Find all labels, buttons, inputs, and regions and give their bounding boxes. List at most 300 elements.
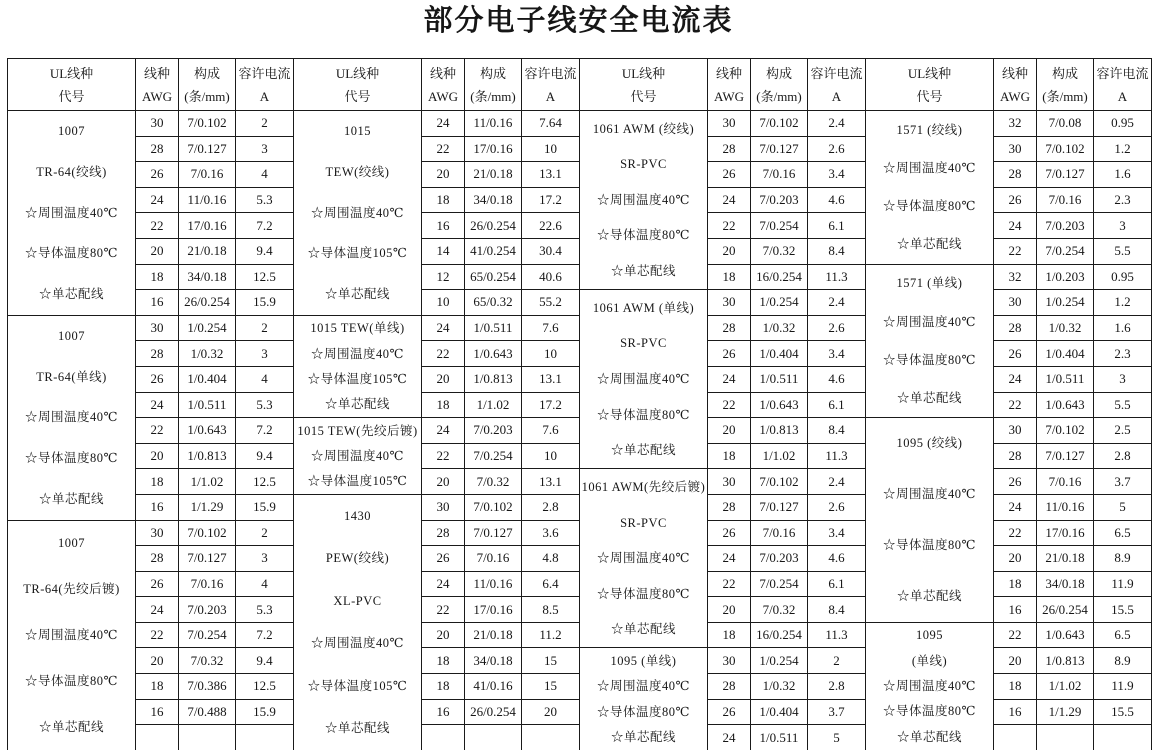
wire-type-label-line: SR-PVC: [620, 336, 667, 351]
header-awg: [422, 59, 465, 111]
wire-type-label: [580, 469, 708, 648]
construction-cell: 7/0.203: [179, 597, 236, 623]
current-cell: 7.6: [522, 418, 580, 444]
current-cell: 3: [1094, 366, 1152, 392]
awg-cell: 22: [994, 238, 1037, 264]
awg-cell: 20: [422, 162, 465, 188]
header-allowable-current-line1: 容许电流: [238, 65, 291, 81]
construction-cell: 7/0.16: [751, 520, 808, 546]
current-cell: 6.1: [808, 571, 866, 597]
construction-cell: 17/0.16: [465, 136, 522, 162]
current-cell: 3: [236, 341, 294, 367]
header-awg-line1: 线种: [715, 65, 742, 81]
awg-cell: 16: [994, 597, 1037, 623]
current-cell: [236, 725, 294, 750]
current-cell: 1.2: [1094, 290, 1152, 316]
current-cell: 4.6: [808, 187, 866, 213]
table-row: [580, 111, 866, 137]
table-row: [866, 418, 1152, 444]
awg-cell: 24: [136, 187, 179, 213]
awg-cell: 18: [708, 622, 751, 648]
construction-cell: 1/0.32: [751, 315, 808, 341]
wire-type-label-stack: [866, 111, 993, 264]
awg-cell: 26: [994, 187, 1037, 213]
header-construction: [751, 59, 808, 111]
awg-cell: 28: [136, 546, 179, 572]
construction-cell: 7/0.127: [179, 546, 236, 572]
wire-type-label-line: ☆导体温度80℃: [597, 704, 690, 719]
current-cell: 10: [522, 136, 580, 162]
table-row: [8, 315, 294, 341]
construction-cell: 34/0.18: [465, 648, 522, 674]
current-cell: 2.8: [522, 494, 580, 520]
header-ul-type-code: [294, 59, 422, 111]
wire-type-label-stack: [294, 316, 421, 417]
awg-cell: 26: [708, 520, 751, 546]
awg-cell: 18: [136, 264, 179, 290]
wire-type-label-line: ☆导体温度80℃: [883, 538, 976, 553]
wire-type-label-line: SR-PVC: [620, 157, 667, 172]
construction-cell: 1/0.254: [751, 648, 808, 674]
wire-type-label-line: ☆周围温度40℃: [597, 192, 690, 207]
awg-cell: 18: [136, 469, 179, 495]
awg-cell: 30: [136, 315, 179, 341]
current-cell: 9.4: [236, 443, 294, 469]
wire-type-label-line: ☆导体温度80℃: [25, 673, 118, 688]
construction-cell: 1/0.643: [1037, 622, 1094, 648]
awg-cell: 26: [994, 469, 1037, 495]
current-cell: 15.5: [1094, 699, 1152, 725]
awg-cell: 24: [708, 725, 751, 750]
construction-cell: 7/0.102: [1037, 136, 1094, 162]
construction-cell: 7/0.32: [179, 648, 236, 674]
awg-cell: 22: [708, 571, 751, 597]
construction-cell: 34/0.18: [1037, 571, 1094, 597]
construction-cell: 1/0.511: [179, 392, 236, 418]
current-cell: 13.1: [522, 469, 580, 495]
awg-cell: 24: [136, 597, 179, 623]
construction-cell: 21/0.18: [465, 162, 522, 188]
construction-cell: 21/0.18: [1037, 546, 1094, 572]
awg-cell: 18: [422, 648, 465, 674]
awg-cell: 24: [708, 187, 751, 213]
wire-type-label-line: TR-64(单线): [36, 369, 107, 384]
awg-cell: 18: [136, 674, 179, 700]
wire-type-label-line: TEW(绞线): [325, 164, 390, 179]
awg-cell: [136, 725, 179, 750]
wire-type-label-line: ☆周围温度40℃: [311, 636, 404, 651]
wire-type-label-line: 1095 (绞线): [896, 436, 963, 451]
current-cell: 2.4: [808, 111, 866, 137]
current-cell: 7.2: [236, 213, 294, 239]
current-cell: 8.9: [1094, 546, 1152, 572]
awg-cell: 22: [708, 213, 751, 239]
construction-cell: 1/0.643: [751, 392, 808, 418]
current-cell: 2.6: [808, 315, 866, 341]
awg-cell: 32: [994, 264, 1037, 290]
header-row: [866, 59, 1152, 111]
wire-type-label-stack: [8, 521, 135, 750]
construction-cell: 41/0.254: [465, 238, 522, 264]
construction-cell: 26/0.254: [1037, 597, 1094, 623]
header-ul-type-code-line2: 代号: [916, 88, 943, 104]
wire-type-label-line: TR-64(先绞后镀): [23, 582, 120, 597]
construction-cell: 26/0.254: [465, 213, 522, 239]
header-ul-type-code-line1: UL线种: [49, 65, 94, 81]
awg-cell: 12: [422, 264, 465, 290]
header-ul-type-code-line2: 代号: [630, 88, 657, 104]
construction-cell: 26/0.254: [179, 290, 236, 316]
table-row: [866, 622, 1152, 648]
wire-current-table-group-4: [865, 58, 1152, 750]
header-construction: [1037, 59, 1094, 111]
wire-type-label-line: ☆周围温度40℃: [311, 205, 404, 220]
current-cell: 1.6: [1094, 162, 1152, 188]
current-cell: 3: [236, 546, 294, 572]
construction-cell: 11/0.16: [465, 111, 522, 137]
current-cell: 8.4: [808, 238, 866, 264]
current-cell: 3.7: [1094, 469, 1152, 495]
current-cell: 15.5: [1094, 597, 1152, 623]
wire-type-label-line: ☆导体温度80℃: [597, 228, 690, 243]
current-cell: 12.5: [236, 469, 294, 495]
wire-type-label: [866, 264, 994, 418]
wire-type-label-line: 1571 (绞线): [896, 122, 963, 137]
awg-cell: 26: [136, 366, 179, 392]
construction-cell: 7/0.127: [465, 520, 522, 546]
current-cell: 2.6: [808, 494, 866, 520]
current-cell: 8.9: [1094, 648, 1152, 674]
wire-type-label-line: ☆单芯配线: [896, 237, 962, 252]
awg-cell: 28: [422, 520, 465, 546]
wire-type-label-line: 1015 TEW(单线): [310, 321, 405, 336]
awg-cell: 22: [136, 418, 179, 444]
current-cell: 0.95: [1094, 111, 1152, 137]
header-awg: [994, 59, 1037, 111]
table-row: [866, 264, 1152, 290]
awg-cell: 20: [994, 648, 1037, 674]
wire-current-tables: [7, 58, 1152, 750]
construction-cell: 1/0.813: [179, 443, 236, 469]
current-cell: 13.1: [522, 162, 580, 188]
current-cell: 6.5: [1094, 520, 1152, 546]
construction-cell: 1/1.29: [1037, 699, 1094, 725]
construction-cell: 21/0.18: [179, 238, 236, 264]
current-cell: 5.3: [236, 187, 294, 213]
awg-cell: 30: [708, 469, 751, 495]
current-cell: 22.6: [522, 213, 580, 239]
awg-cell: 28: [708, 136, 751, 162]
wire-type-label: [294, 494, 422, 750]
awg-cell: 30: [708, 290, 751, 316]
awg-cell: 18: [708, 443, 751, 469]
current-cell: 0.95: [1094, 264, 1152, 290]
awg-cell: 28: [994, 315, 1037, 341]
wire-type-label: [294, 418, 422, 495]
awg-cell: 20: [708, 418, 751, 444]
construction-cell: 7/0.203: [1037, 213, 1094, 239]
wire-type-label-stack: [8, 111, 135, 315]
current-cell: 4.6: [808, 366, 866, 392]
construction-cell: 7/0.32: [751, 597, 808, 623]
wire-type-label: [580, 648, 708, 750]
wire-current-table-group-3: [579, 58, 866, 750]
current-cell: 17.2: [522, 392, 580, 418]
construction-cell: 17/0.16: [179, 213, 236, 239]
header-awg-line2: AWG: [427, 88, 458, 104]
wire-type-label: [580, 111, 708, 290]
awg-cell: 20: [708, 238, 751, 264]
current-cell: 7.2: [236, 622, 294, 648]
awg-cell: 28: [136, 341, 179, 367]
table-row: [580, 290, 866, 316]
table-row: [294, 418, 580, 444]
wire-type-label-line: ☆单芯配线: [324, 287, 390, 302]
wire-type-label-line: ☆导体温度80℃: [597, 407, 690, 422]
awg-cell: 22: [994, 622, 1037, 648]
construction-cell: 21/0.18: [465, 622, 522, 648]
construction-cell: 1/0.404: [751, 699, 808, 725]
wire-type-label-line: ☆导体温度80℃: [883, 199, 976, 214]
awg-cell: [422, 725, 465, 750]
awg-cell: 16: [136, 290, 179, 316]
header-construction-line1: 构成: [479, 65, 506, 81]
current-cell: 8.5: [522, 597, 580, 623]
construction-cell: 26/0.254: [465, 699, 522, 725]
wire-type-label-line: ☆导体温度80℃: [25, 246, 118, 261]
awg-cell: 22: [422, 136, 465, 162]
wire-type-label-stack: [866, 623, 993, 750]
construction-cell: 7/0.127: [1037, 162, 1094, 188]
construction-cell: 1/1.02: [1037, 674, 1094, 700]
header-allowable-current: [1094, 59, 1152, 111]
awg-cell: 20: [136, 443, 179, 469]
construction-cell: 7/0.32: [751, 238, 808, 264]
wire-type-label-stack: [580, 469, 707, 647]
construction-cell: 7/0.102: [751, 111, 808, 137]
construction-cell: 1/0.404: [1037, 341, 1094, 367]
wire-type-label-line: ☆周围温度40℃: [25, 410, 118, 425]
header-allowable-current-line2: A: [1117, 88, 1128, 104]
awg-cell: 22: [422, 443, 465, 469]
current-cell: 7.64: [522, 111, 580, 137]
current-cell: 4.8: [522, 546, 580, 572]
header-row: [294, 59, 580, 111]
construction-cell: 7/0.16: [179, 571, 236, 597]
current-cell: 5: [1094, 494, 1152, 520]
table-row: [294, 494, 580, 520]
current-cell: 4: [236, 162, 294, 188]
wire-type-label-line: ☆周围温度40℃: [597, 679, 690, 694]
construction-cell: 1/0.404: [751, 341, 808, 367]
current-cell: 11.9: [1094, 571, 1152, 597]
wire-type-label-line: ☆导体温度105℃: [307, 678, 408, 693]
construction-cell: 7/0.16: [751, 162, 808, 188]
current-cell: 12.5: [236, 674, 294, 700]
construction-cell: 7/0.16: [465, 546, 522, 572]
awg-cell: 30: [994, 136, 1037, 162]
wire-type-label-line: PEW(绞线): [325, 551, 390, 566]
current-cell: 13.1: [522, 366, 580, 392]
wire-type-label-stack: [294, 418, 421, 494]
construction-cell: 7/0.32: [465, 469, 522, 495]
awg-cell: 24: [422, 571, 465, 597]
current-cell: 7.6: [522, 315, 580, 341]
construction-cell: 1/0.32: [1037, 315, 1094, 341]
wire-type-label-line: XL-PVC: [333, 593, 382, 608]
header-awg-line2: AWG: [999, 88, 1030, 104]
construction-cell: 1/0.643: [179, 418, 236, 444]
awg-cell: 26: [422, 546, 465, 572]
current-cell: 17.2: [522, 187, 580, 213]
wire-type-label-line: (单线): [911, 653, 948, 668]
awg-cell: 16: [422, 699, 465, 725]
awg-cell: 26: [708, 162, 751, 188]
awg-cell: 20: [708, 597, 751, 623]
wire-type-label-line: ☆单芯配线: [38, 491, 104, 506]
construction-cell: 1/0.254: [751, 290, 808, 316]
header-awg: [708, 59, 751, 111]
wire-type-label-stack: [866, 418, 993, 622]
wire-type-label: [8, 520, 136, 750]
wire-type-label-line: 1061 AWM (单线): [592, 300, 695, 315]
construction-cell: 1/0.511: [751, 725, 808, 750]
wire-type-label-line: ☆导体温度80℃: [883, 704, 976, 719]
current-cell: 15: [522, 674, 580, 700]
wire-type-label-line: 1061 AWM(先绞后镀): [581, 479, 706, 494]
construction-cell: 1/0.32: [751, 674, 808, 700]
wire-type-label-line: 1095 (单线): [610, 653, 677, 668]
header-ul-type-code: [8, 59, 136, 111]
current-cell: 11.2: [522, 622, 580, 648]
construction-cell: 1/0.254: [179, 315, 236, 341]
wire-type-label-line: 1007: [58, 124, 85, 139]
wire-type-label-line: ☆单芯配线: [610, 729, 676, 744]
awg-cell: 18: [422, 674, 465, 700]
header-allowable-current: [808, 59, 866, 111]
construction-cell: 7/0.102: [465, 494, 522, 520]
construction-cell: 1/1.02: [465, 392, 522, 418]
wire-type-label-line: ☆单芯配线: [324, 721, 390, 736]
awg-cell: 28: [136, 136, 179, 162]
header-allowable-current-line1: 容许电流: [1096, 65, 1149, 81]
construction-cell: 7/0.254: [751, 571, 808, 597]
wire-type-label-line: ☆单芯配线: [896, 729, 962, 744]
construction-cell: [1037, 725, 1094, 750]
current-cell: 11.9: [1094, 674, 1152, 700]
awg-cell: 30: [708, 111, 751, 137]
awg-cell: 16: [136, 494, 179, 520]
construction-cell: 65/0.32: [465, 290, 522, 316]
construction-cell: 41/0.16: [465, 674, 522, 700]
header-ul-type-code-line2: 代号: [344, 88, 371, 104]
current-cell: 2: [236, 111, 294, 137]
awg-cell: 20: [136, 238, 179, 264]
header-ul-type-code-line1: UL线种: [907, 65, 952, 81]
wire-type-label-line: ☆单芯配线: [38, 719, 104, 734]
awg-cell: 28: [994, 162, 1037, 188]
header-construction-line2: (条/mm): [184, 88, 230, 104]
wire-type-label-line: ☆导体温度80℃: [597, 586, 690, 601]
awg-cell: 24: [422, 418, 465, 444]
wire-type-label-line: ☆导体温度105℃: [307, 371, 408, 386]
wire-type-label-line: ☆周围温度40℃: [883, 679, 976, 694]
wire-type-label-stack: [294, 111, 421, 315]
header-allowable-current-line1: 容许电流: [524, 65, 577, 81]
header-construction: [465, 59, 522, 111]
header-awg-line1: 线种: [143, 65, 170, 81]
awg-cell: 16: [422, 213, 465, 239]
current-cell: 8.4: [808, 597, 866, 623]
current-cell: 4.6: [808, 546, 866, 572]
current-cell: 15: [522, 648, 580, 674]
header-row: [8, 59, 294, 111]
wire-type-label: [8, 111, 136, 316]
construction-cell: 1/0.32: [179, 341, 236, 367]
construction-cell: 7/0.16: [179, 162, 236, 188]
construction-cell: 1/1.29: [179, 494, 236, 520]
wire-type-label-line: 1571 (单线): [896, 276, 963, 291]
wire-type-label-line: 1095: [916, 628, 943, 643]
current-cell: 15.9: [236, 290, 294, 316]
construction-cell: 11/0.16: [179, 187, 236, 213]
wire-current-table-group-1: [7, 58, 294, 750]
awg-cell: 22: [136, 622, 179, 648]
wire-type-label-line: ☆周围温度40℃: [25, 627, 118, 642]
awg-cell: 32: [994, 111, 1037, 137]
awg-cell: 30: [136, 520, 179, 546]
header-row: [580, 59, 866, 111]
wire-type-label-stack: [8, 316, 135, 520]
header-ul-type-code-line1: UL线种: [335, 65, 380, 81]
current-cell: 2.3: [1094, 341, 1152, 367]
current-cell: 5: [808, 725, 866, 750]
awg-cell: 18: [422, 392, 465, 418]
current-cell: 2.4: [808, 469, 866, 495]
current-cell: 3.4: [808, 162, 866, 188]
awg-cell: 28: [994, 443, 1037, 469]
current-cell: [522, 725, 580, 750]
awg-cell: 18: [994, 674, 1037, 700]
header-allowable-current-line2: A: [545, 88, 556, 104]
wire-type-label-stack: [866, 265, 993, 418]
awg-cell: 24: [994, 366, 1037, 392]
current-cell: 10: [522, 341, 580, 367]
header-ul-type-code-line1: UL线种: [621, 65, 666, 81]
table-row: [580, 469, 866, 495]
header-awg: [136, 59, 179, 111]
current-cell: 3: [1094, 213, 1152, 239]
awg-cell: 20: [136, 648, 179, 674]
header-allowable-current-line1: 容许电流: [810, 65, 863, 81]
wire-type-label-line: ☆周围温度40℃: [883, 487, 976, 502]
table-row: [580, 648, 866, 674]
awg-cell: 20: [422, 469, 465, 495]
construction-cell: 1/0.643: [1037, 392, 1094, 418]
current-cell: 2: [808, 648, 866, 674]
awg-cell: 14: [422, 238, 465, 264]
header-construction-line1: 构成: [1051, 65, 1078, 81]
current-cell: 8.4: [808, 418, 866, 444]
current-cell: 3.4: [808, 341, 866, 367]
construction-cell: [179, 725, 236, 750]
awg-cell: 20: [422, 366, 465, 392]
wire-type-label: [8, 315, 136, 520]
wire-type-label-line: 1015: [344, 124, 371, 139]
awg-cell: 22: [708, 392, 751, 418]
current-cell: 2.3: [1094, 187, 1152, 213]
construction-cell: 7/0.254: [1037, 238, 1094, 264]
